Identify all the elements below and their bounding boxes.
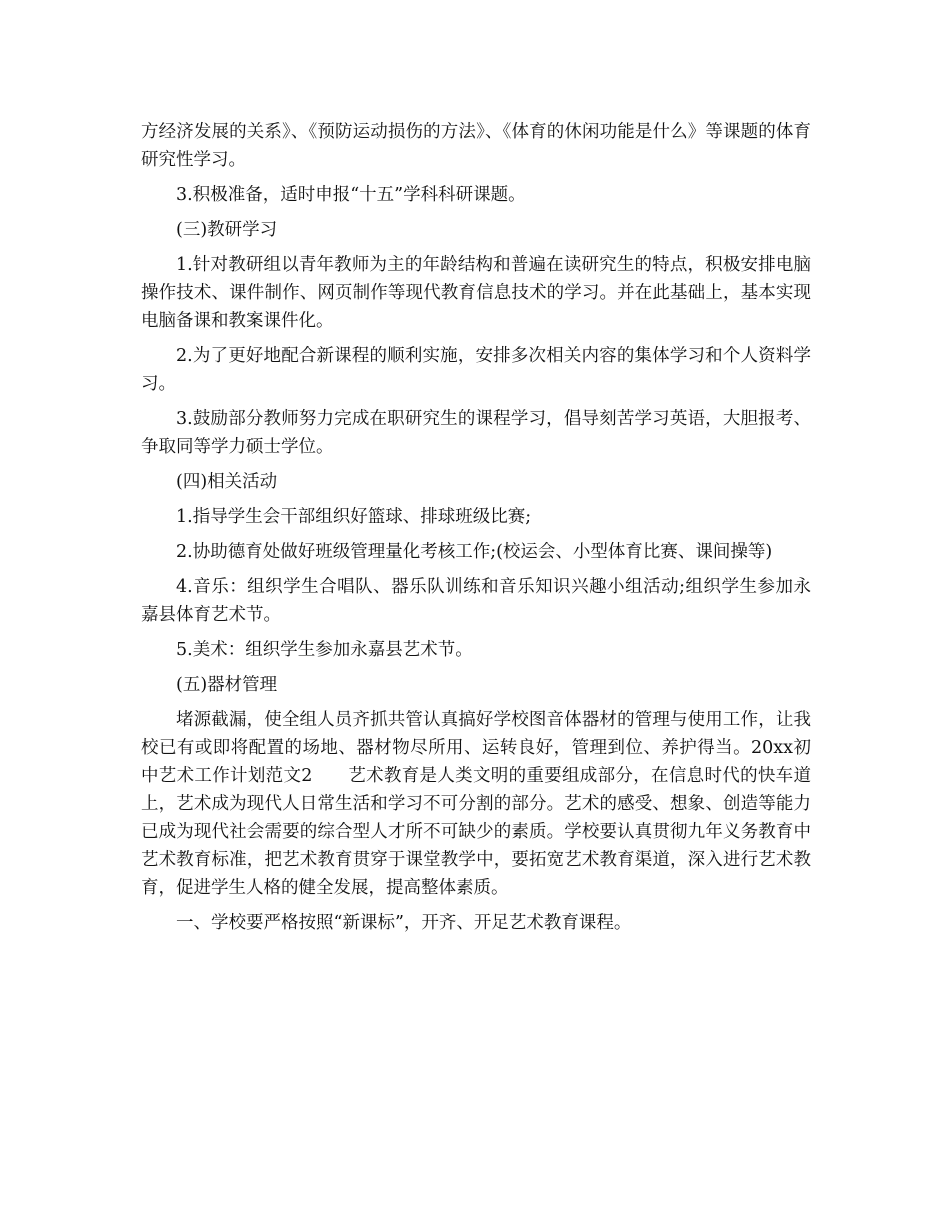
paragraph: 1.指导学生会干部组织好篮球、排球班级比赛;	[176, 507, 532, 527]
section-heading: (四)相关活动	[176, 472, 278, 492]
paragraph: 一、学校要严格按照“新课标”，开齐、开足艺术教育课程。	[176, 913, 632, 933]
section-heading: (五)器材管理	[176, 675, 278, 695]
paragraph: 1.针对教研组以青年教师为主的年龄结构和普遍在读研究生的特点，积极安排电脑操作技术、课件制作、网页制作等现代教育信息技术的学习。并在此基础上，基本实现电脑备课和教案课件化。	[141, 255, 811, 331]
document-body	[141, 118, 811, 944]
paragraph: 2.为了更好地配合新课程的顺利实施，安排多次相关内容的集体学习和个人资料学习。	[141, 346, 811, 394]
paragraph: 堵源截漏，使全组人员齐抓共管认真搞好学校图音体器材的管理与使用工作，让我校已有或即将配置的场地、器材物尽所用、运转良好，管理到位、养护得当。20xx初中艺术工作计划范文2 艺术教育是人类文明的重要组成部分，在信息时代的快车道上，艺术成为现代人日常生活和学习不可分割的部分。艺术的感受、想象、创造等能力已成为现代社会需要的综合型人才所不可缺少的素质。学校要认真贯彻九年义务教育中艺术教育标准，把艺术教育贯穿于课堂教学中，要拓宽艺术教育渠道，深入进行艺术教育，促进学生人格的健全发展，提高整体素质。	[141, 710, 811, 898]
section-heading: (三)教研学习	[176, 220, 278, 240]
paragraph: 5.美术：组织学生参加永嘉县艺术节。	[176, 640, 473, 660]
paragraph: 方经济发展的关系》、《预防运动损伤的方法》、《体育的休闲功能是什么》等课题的体育研究性学习。	[141, 122, 811, 170]
paragraph: 4.音乐：组织学生合唱队、器乐队训练和音乐知识兴趣小组活动;组织学生参加永嘉县体育艺术节。	[141, 577, 811, 625]
paragraph: 3.积极准备，适时申报“十五”学科科研课题。	[176, 185, 526, 205]
paragraph: 3.鼓励部分教师努力完成在职研究生的课程学习，倡导刻苦学习英语，大胆报考、争取同等学力硕士学位。	[141, 409, 811, 457]
paragraph: 2.协助德育处做好班级管理量化考核工作;(校运会、小型体育比赛、课间操等)	[176, 542, 773, 562]
